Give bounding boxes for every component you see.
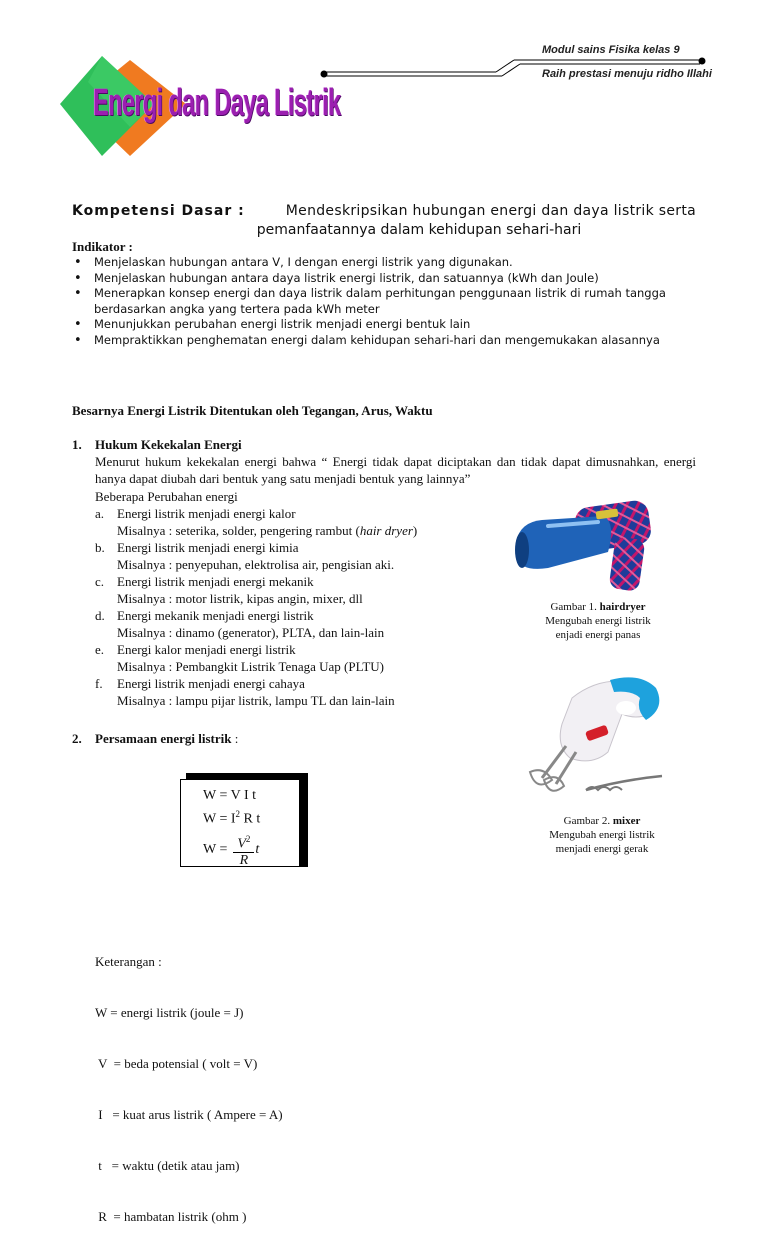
keterangan-line: V = beda potensial ( volt = V) xyxy=(95,1056,258,1071)
indikator-item: • Menerapkan konsep energi dan daya listrik dalam perhitungan penggunaan listrik di rumah tangga berdasarkan angka yang tertera pada kWh meter xyxy=(72,286,672,317)
item-letter: c. xyxy=(95,574,105,589)
indikator-item: • Menjelaskan hubungan antara V, I dengan energi listrik yang digunakan. xyxy=(72,255,672,271)
formula-box xyxy=(180,779,300,867)
mixer-image xyxy=(522,668,672,803)
hairdryer-image xyxy=(512,498,672,598)
indikator-item: • Menjelaskan hubungan antara daya listrik energi listrik, dan satuannya (kWh dan Joule) xyxy=(72,271,672,287)
figure1-desc2: enjadi energi panas xyxy=(555,629,641,641)
persamaan-title: Persamaan energi listrik xyxy=(95,731,232,746)
persamaan-colon: : xyxy=(231,731,239,746)
indikator-item: • Menunjukkan perubahan energi listrik menjadi energi bentuk lain xyxy=(72,317,672,333)
item-example: Misalnya : Pembangkit Listrik Tenaga Uap (PLTU) xyxy=(117,659,384,674)
item-title: Energi listrik menjadi energi kimia xyxy=(117,540,299,555)
header-rule xyxy=(316,54,716,84)
keterangan-line: R = hambatan listrik (ohm ) xyxy=(95,1209,247,1224)
energy-change-item xyxy=(95,641,515,675)
header-module-line: Modul sains Fisika kelas 9 xyxy=(542,44,680,56)
hukum-intro: Beberapa Perubahan energi xyxy=(95,489,238,504)
keterangan-line: W = energi listrik (joule = J) xyxy=(95,1005,244,1020)
item-title: Energi kalor menjadi energi listrik xyxy=(117,642,296,657)
kompetensi-text-line2: pemanfaatannya dalam kehidupan sehari-hari xyxy=(256,222,582,238)
formula-w-i2rt: $W = I^2$ R t xyxy=(203,809,261,827)
figure1-name: hairdryer xyxy=(599,601,646,613)
logo-title: Energi dan Daya Listrik xyxy=(93,82,341,124)
figure2-name: mixer xyxy=(612,815,641,827)
persamaan-heading xyxy=(95,730,238,747)
kompetensi-label: Kompetensi Dasar : xyxy=(72,203,245,219)
item-example: Misalnya : penyepuhan, elektrolisa air, pengisian aki. xyxy=(117,557,395,572)
item-example: Misalnya : motor listrik, kipas angin, mixer, dll xyxy=(117,591,363,606)
kompetensi-text-line1: Mendeskripsikan hubungan energi dan daya listrik serta xyxy=(285,203,696,219)
figure2-caption xyxy=(532,814,672,856)
figure2-desc2: menjadi energi gerak xyxy=(555,843,649,855)
keterangan-title: Keterangan : xyxy=(95,954,162,969)
indikator-item: • Mempraktikkan penghematan energi dalam kehidupan sehari-hari dan mengemukakan alasannya xyxy=(72,333,672,349)
formula-w-v2rt: W = $\frac{V^2}{R}$ t xyxy=(203,831,299,870)
figure2-desc1: Mengubah energi listrik xyxy=(549,829,655,841)
energy-change-item xyxy=(95,675,515,709)
item-example: Misalnya : lampu pijar listrik, lampu TL dan lain-lain xyxy=(117,693,395,708)
item-title: Energi listrik menjadi energi cahaya xyxy=(117,676,305,691)
energy-change-item xyxy=(95,607,515,641)
figure1-label: Gambar 1. xyxy=(550,601,597,613)
item-letter: f. xyxy=(95,676,103,691)
keterangan-line: t = waktu (detik atau jam) xyxy=(95,1158,240,1173)
item-title: Energi mekanik menjadi energi listrik xyxy=(117,608,314,623)
keterangan xyxy=(95,919,283,1242)
section-title: Besarnya Energi Listrik Ditentukan oleh Tegangan, Arus, Waktu xyxy=(72,403,433,418)
item-example: Misalnya : seterika, solder, pengering rambut (hair dryer) xyxy=(117,523,418,538)
kompetensi-dasar xyxy=(72,202,696,240)
item-example: Misalnya : dinamo (generator), PLTA, dan lain-lain xyxy=(117,625,385,640)
persamaan-number: 2. xyxy=(72,731,82,746)
energy-change-item xyxy=(95,573,515,607)
energy-change-item xyxy=(95,539,515,573)
figure1-caption xyxy=(522,600,674,642)
item-letter: a. xyxy=(95,506,105,521)
item-letter: d. xyxy=(95,608,105,623)
energy-change-item xyxy=(95,505,515,539)
hukum-paragraph: Menurut hukum kekekalan energi bahwa “ Energi tidak dapat diciptakan dan tidak dapat dimusnahkan, energi hanya dapat diubah dari bentuk yang satu menjadi bentuk yang lainnya” xyxy=(95,454,696,486)
indikator-list xyxy=(72,255,672,348)
formula-w-vit: W = V I t xyxy=(203,788,257,803)
item-title: Energi listrik menjadi energi kalor xyxy=(117,506,296,521)
item-title: Energi listrik menjadi energi mekanik xyxy=(117,574,314,589)
figure1-desc1: Mengubah energi listrik xyxy=(545,615,651,627)
hukum-number: 1. xyxy=(72,437,82,452)
hukum-title: Hukum Kekekalan Energi xyxy=(95,437,242,452)
header-motto-line: Raih prestasi menuju ridho Illahi xyxy=(542,68,712,80)
item-letter: e. xyxy=(95,642,105,657)
keterangan-line: I = kuat arus listrik ( Ampere = A) xyxy=(95,1107,283,1122)
figure2-label: Gambar 2. xyxy=(563,815,611,827)
indikator-title: Indikator : xyxy=(72,239,133,254)
item-letter: b. xyxy=(95,540,105,555)
energy-change-list xyxy=(95,505,515,709)
